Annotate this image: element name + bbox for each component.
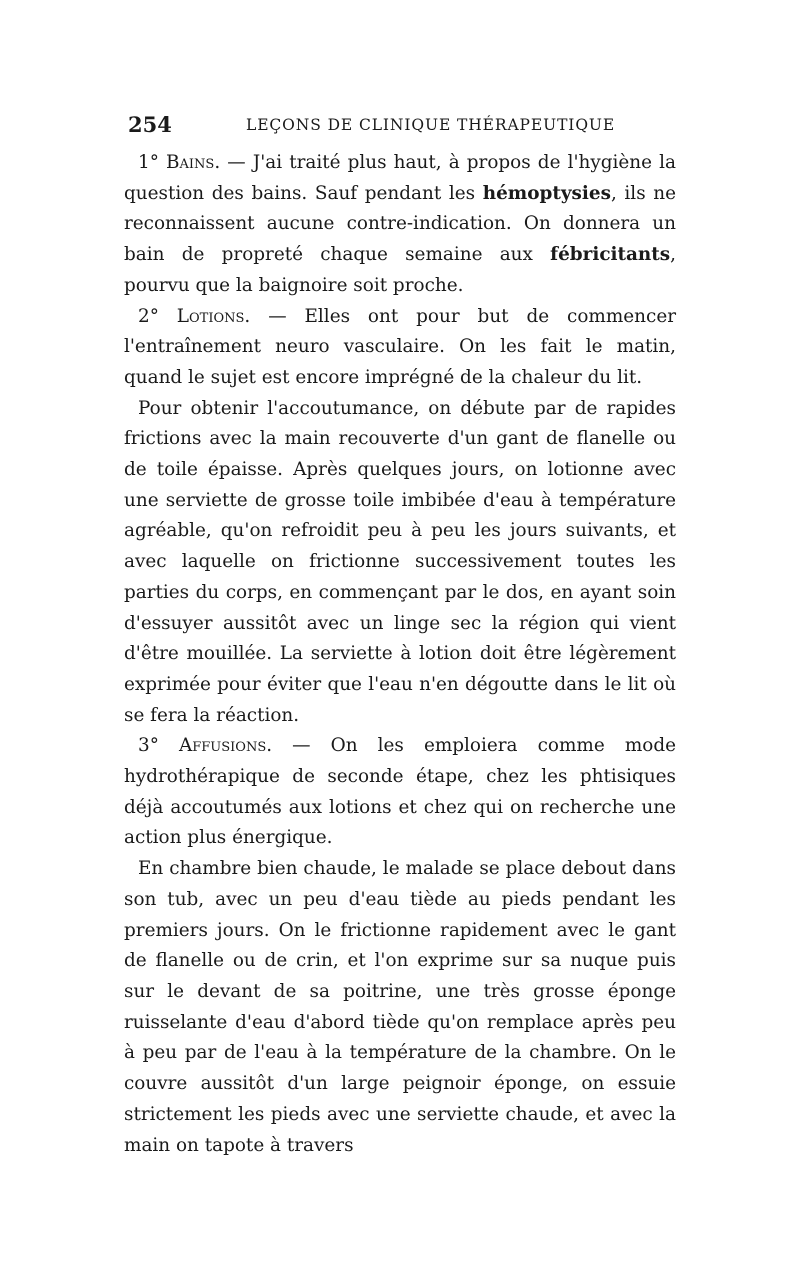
page-number: 254 [128, 112, 172, 137]
bold-term-febricitants: fébricitants [550, 244, 671, 266]
running-head [128, 112, 674, 142]
paragraph-text: — Elles ont pour but de commencer l'entraînement neuro vasculaire. On les fait le matin, quand le sujet est encore imprégné de la chaleur du lit. [124, 305, 676, 388]
section-heading-bains: 1° Bains. [138, 152, 221, 173]
section-heading-lotions: 2° Lotions. [138, 305, 251, 327]
paragraph-affusions [124, 731, 676, 854]
bold-term-hemoptysies: hémoptysies [482, 182, 611, 204]
paragraph-chambre [124, 854, 676, 1161]
paragraph-text: , pourvu que la baignoire soit proche. [124, 244, 676, 296]
section-heading-affusions: 3° Affusions. [138, 735, 273, 757]
paragraph-lotions [124, 302, 676, 394]
paragraph-text: — J'ai traité plus haut, à propos de l'hygiène la question des bains. Sauf pendant les [124, 152, 676, 204]
paragraph-text: En chambre bien chaude, le malade se place debout dans son tub, avec un peu d'eau tiède au pieds pendant les premiers jours. On le frictionne rapidement avec le gant de flanelle ou de crin, et l'on exprime sur sa nuque puis sur le devant de sa poitrine, une très grosse éponge ruisselante d'eau d'abord tiède qu'on remplace après peu à peu par de l'eau à la température de la chambre. On le couvre aussitôt d'un large peignoir éponge, on essuie strictement les pieds avec une serviette chaude, et avec la main on tapote à travers [124, 858, 676, 1156]
running-title: LEÇONS DE CLINIQUE THÉRAPEUTIQUE [246, 116, 616, 134]
body-text [124, 148, 676, 1161]
paragraph-text: Pour obtenir l'accoutumance, on débute par de rapides frictions avec la main recouverte d'un gant de flanelle ou de toile épaisse. Après quelques jours, on lotionne avec une serviette de grosse toile imbibée d'eau à température agréable, qu'on refroidit peu à peu les jours suivants, et avec laquelle on frictionne successivement toutes les parties du corps, en commençant par le dos, en ayant soin d'essuyer aussitôt avec un linge sec la région qui vient d'être mouillée. La serviette à lotion doit être légèrement exprimée pour éviter que l'eau n'en dégoutte dans le lit où se fera la réaction. [124, 397, 676, 726]
paragraph-text: , ils ne reconnaissent aucune contre-indication. On donnera un bain de propreté chaque semaine aux [124, 182, 676, 266]
paragraph-bains [124, 148, 676, 302]
paragraph-accoutumance [124, 394, 676, 732]
paragraph-text: — On les emploiera comme mode hydrothérapique de seconde étape, chez les phtisiques déjà accoutumés aux lotions et chez qui on recherche une action plus énergique. [124, 735, 676, 849]
